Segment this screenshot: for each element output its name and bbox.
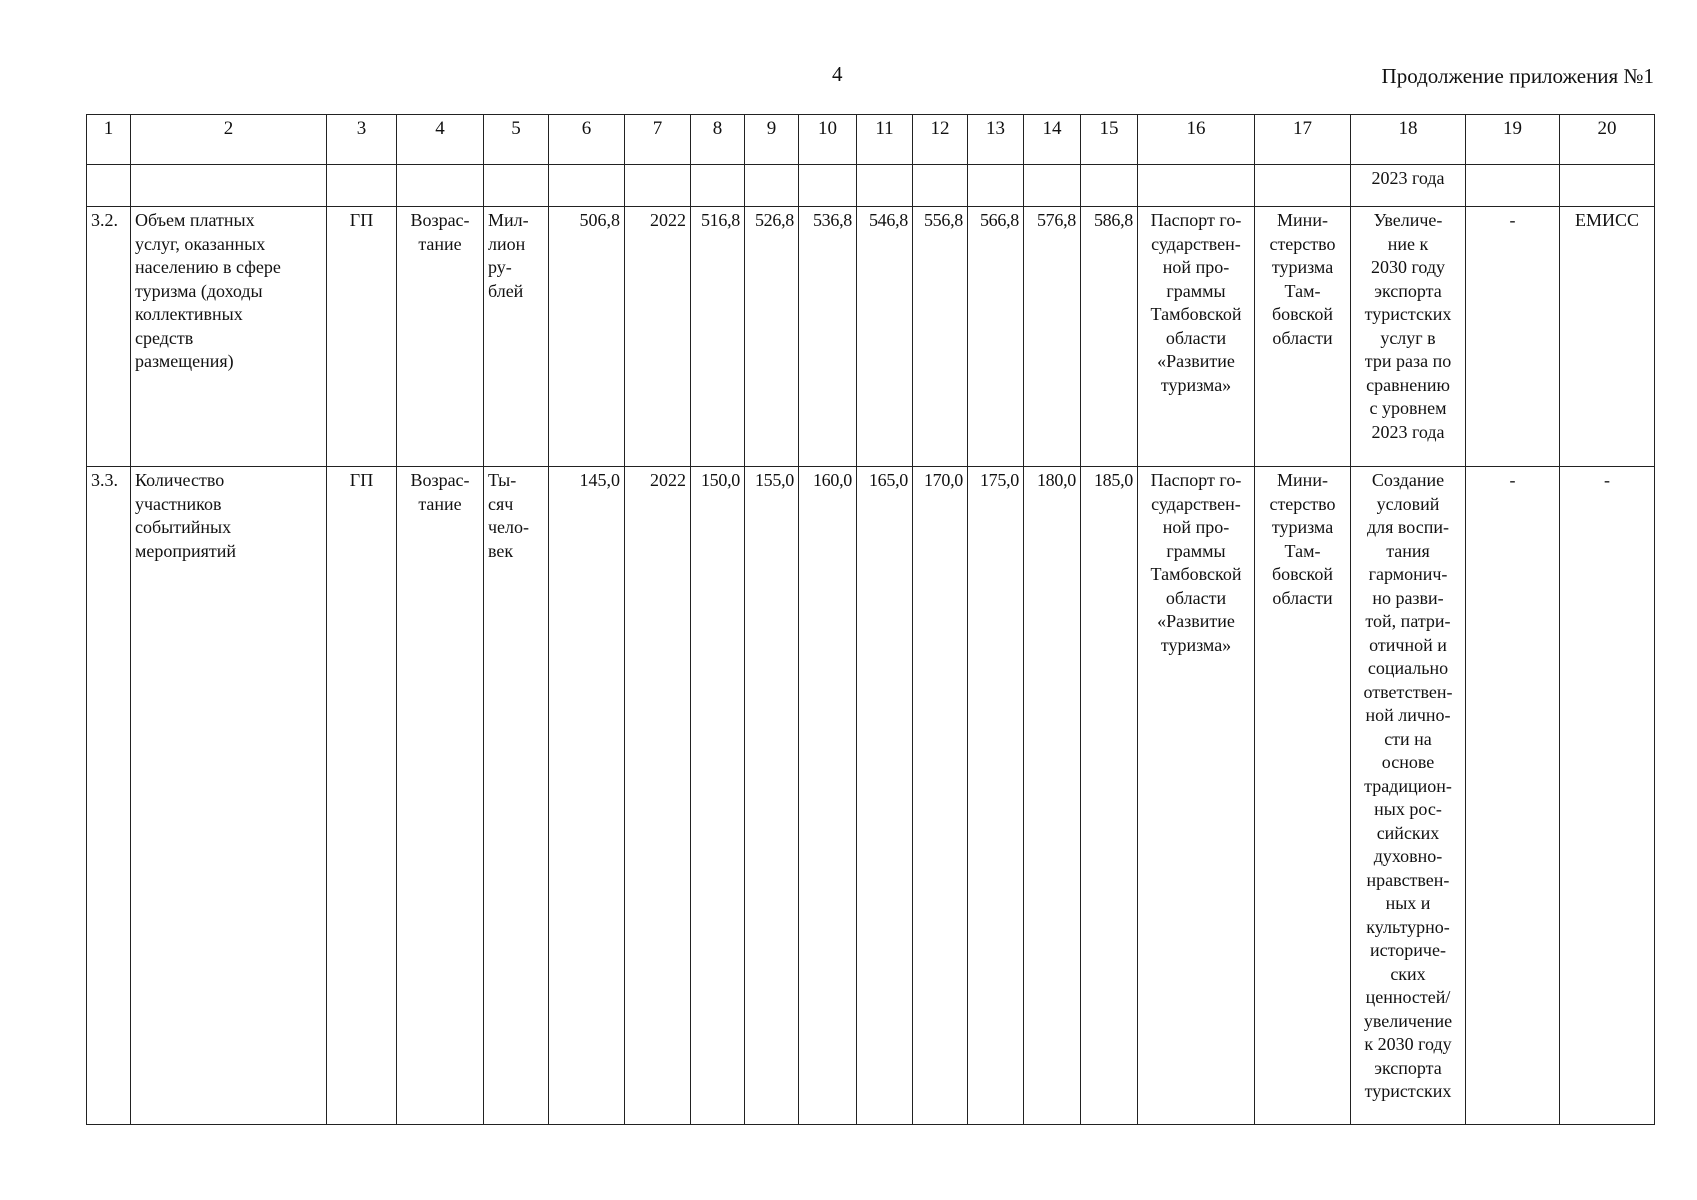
header-cell: 8 [691, 115, 745, 165]
value-cell: 566,8 [968, 207, 1024, 467]
indicator-name: Количество участников событийных мероприятий [131, 467, 327, 1125]
header-cell: 15 [1081, 115, 1138, 165]
value-cell: 546,8 [857, 207, 913, 467]
value-cell: 180,0 [1024, 467, 1081, 1125]
level-cell: ГП [327, 467, 397, 1125]
value-cell: 170,0 [913, 467, 968, 1125]
header-cell: 6 [549, 115, 625, 165]
value-cell: 576,8 [1024, 207, 1081, 467]
header-cell: 13 [968, 115, 1024, 165]
header-cell: 12 [913, 115, 968, 165]
header-cell: 14 [1024, 115, 1081, 165]
header-cell: 16 [1138, 115, 1255, 165]
empty-cell [87, 165, 131, 207]
header-cell: 11 [857, 115, 913, 165]
goal-cell: Увеличе- ние к 2030 году экспорта туристских услуг в три раза по сравнению с уровнем 2023 года [1351, 207, 1466, 467]
unit-cell: Мил- лион ру- блей [484, 207, 549, 467]
header-cell: 20 [1560, 115, 1655, 165]
value-cell: 586,8 [1081, 207, 1138, 467]
document-cell: Паспорт го- сударствен- ной про- граммы Тамбовской области «Развитие туризма» [1138, 207, 1255, 467]
system-cell: - [1560, 467, 1655, 1125]
value-cell: 175,0 [968, 467, 1024, 1125]
goal-cell: Создание условий для воспи- тания гармонич- но разви- той, патри- отичной и социально ответствен- ной лично- сти на основе традицион- ных рос- сийских духовно- нравствен- ных и культурно- историче- ских ценностей/ увеличение к 2030 году экспорта туристских [1351, 467, 1466, 1125]
trend-cell: Возрас- тание [397, 467, 484, 1125]
base-year-cell: 2022 [625, 467, 691, 1125]
page-number: 4 [832, 62, 843, 86]
col19-cell: - [1466, 207, 1560, 467]
trend-cell: Возрас- тание [397, 207, 484, 467]
carryover-goal-text: 2023 года [1351, 165, 1466, 207]
empty-cell [484, 165, 549, 207]
header-cell: 2 [131, 115, 327, 165]
empty-cell [857, 165, 913, 207]
responsible-cell: Мини- стерство туризма Там- бовской области [1255, 207, 1351, 467]
empty-cell [691, 165, 745, 207]
empty-cell [397, 165, 484, 207]
unit-cell: Ты- сяч чело- век [484, 467, 549, 1125]
header-cell: 17 [1255, 115, 1351, 165]
header-cell: 3 [327, 115, 397, 165]
header-cell: 9 [745, 115, 799, 165]
value-cell: 165,0 [857, 467, 913, 1125]
header-cell: 5 [484, 115, 549, 165]
header-cell: 10 [799, 115, 857, 165]
carryover-row [87, 165, 1655, 207]
value-cell: 150,0 [691, 467, 745, 1125]
indicator-name: Объем платных услуг, оказанных населению в сфере туризма (доходы коллективных средств размещения) [131, 207, 327, 467]
empty-cell [1560, 165, 1655, 207]
system-cell: ЕМИСС [1560, 207, 1655, 467]
base-value-cell: 145,0 [549, 467, 625, 1125]
col19-cell: - [1466, 467, 1560, 1125]
header-row [87, 115, 1655, 165]
table-row [87, 207, 1655, 467]
value-cell: 516,8 [691, 207, 745, 467]
level-cell: ГП [327, 207, 397, 467]
row-id: 3.2. [87, 207, 131, 467]
empty-cell [1138, 165, 1255, 207]
empty-cell [549, 165, 625, 207]
appendix-continuation-label: Продолжение приложения №1 [1381, 64, 1654, 88]
value-cell: 160,0 [799, 467, 857, 1125]
header-cell: 1 [87, 115, 131, 165]
empty-cell [131, 165, 327, 207]
responsible-cell: Мини- стерство туризма Там- бовской области [1255, 467, 1351, 1125]
empty-cell [327, 165, 397, 207]
empty-cell [1255, 165, 1351, 207]
document-cell: Паспорт го- сударствен- ной про- граммы Тамбовской области «Развитие туризма» [1138, 467, 1255, 1125]
table-row [87, 467, 1655, 1125]
header-cell: 7 [625, 115, 691, 165]
value-cell: 556,8 [913, 207, 968, 467]
indicators-table [86, 114, 1655, 1125]
empty-cell [913, 165, 968, 207]
base-year-cell: 2022 [625, 207, 691, 467]
empty-cell [799, 165, 857, 207]
value-cell: 526,8 [745, 207, 799, 467]
header-cell: 4 [397, 115, 484, 165]
empty-cell [1081, 165, 1138, 207]
empty-cell [1024, 165, 1081, 207]
header-cell: 18 [1351, 115, 1466, 165]
value-cell: 536,8 [799, 207, 857, 467]
base-value-cell: 506,8 [549, 207, 625, 467]
value-cell: 155,0 [745, 467, 799, 1125]
empty-cell [745, 165, 799, 207]
header-cell: 19 [1466, 115, 1560, 165]
value-cell: 185,0 [1081, 467, 1138, 1125]
row-id: 3.3. [87, 467, 131, 1125]
empty-cell [968, 165, 1024, 207]
empty-cell [625, 165, 691, 207]
empty-cell [1466, 165, 1560, 207]
